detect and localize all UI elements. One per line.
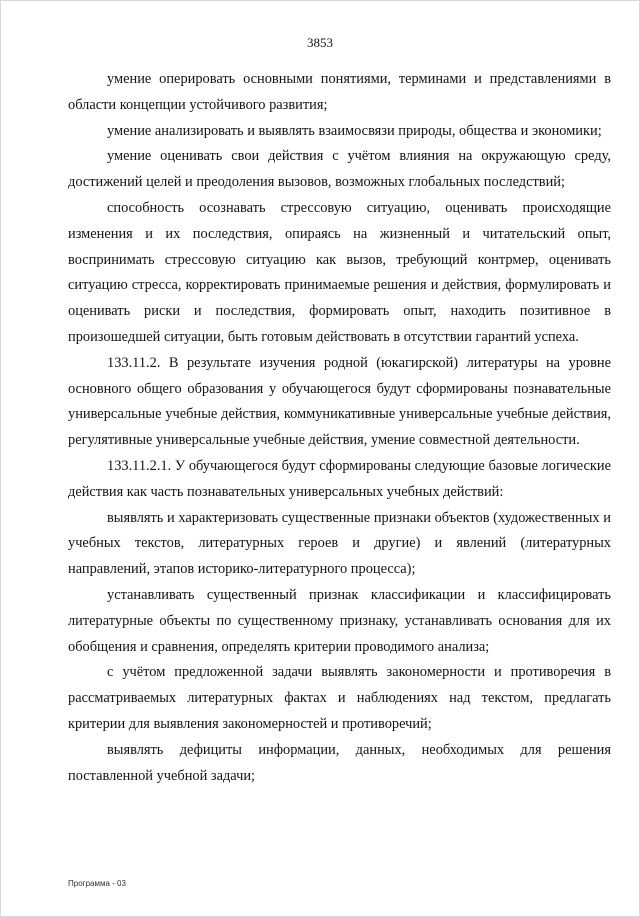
paragraph: выявлять дефициты информации, данных, необходимых для решения поставленной учебной задачи; — [68, 741, 611, 784]
paragraph: 133.11.2.1. У обучающегося будут сформированы следующие базовые логические действия как часть познавательных универсальных учебных действий: — [68, 457, 611, 500]
paragraph: способность осознавать стрессовую ситуацию, оценивать происходящие изменения и их последствия, опираясь на жизненный и читательский опыт, воспринимать стрессовую ситуацию как вызов, требующий контрмер, оценивать ситуацию стресса, корректировать принимаемые решения и действия, формулировать и оценивать риски и последствия, формировать опыт, находить позитивное в произошедшей ситуации, быть готовым действовать в отсутствии гарантий успеха. — [68, 199, 611, 345]
page-number: 3853 — [307, 35, 333, 50]
document-body — [68, 67, 611, 789]
paragraph: умение анализировать и выявлять взаимосвязи природы, общества и экономики; — [107, 122, 602, 139]
paragraph: выявлять и характеризовать существенные признаки объектов (художественных и учебных текстов, литературных героев и другие) и явлений (литературных направлений, этапов историко-литературного процесса); — [68, 509, 611, 578]
paragraph: умение оперировать основными понятиями, терминами и представлениями в области концепции устойчивого развития; — [68, 71, 611, 113]
paragraph: умение оценивать свои действия с учётом влияния на окружающую среду, достижений целей и преодоления вызовов, возможных глобальных последствий; — [68, 148, 611, 191]
paragraph: с учётом предложенной задачи выявлять закономерности и противоречия в рассматриваемых литературных фактах и наблюдениях над текстом, предлагать критерии для выявления закономерностей и противоречий; — [68, 664, 611, 732]
page-footer: Программа - 03 — [68, 879, 126, 888]
paragraph: 133.11.2. В результате изучения родной (юкагирской) литературы на уровне основного общего образования у обучающегося будут сформированы познавательные универсальные учебные действия, коммуникативные универсальные учебные действия, регулятивные универсальные учебные действия, умение совместной деятельности. — [68, 354, 611, 449]
paragraph: устанавливать существенный признак классификации и классифицировать литературные объекты по существенному признаку, устанавливать основания для их обобщения и сравнения, определять критерии проводимого анализа; — [68, 586, 611, 655]
